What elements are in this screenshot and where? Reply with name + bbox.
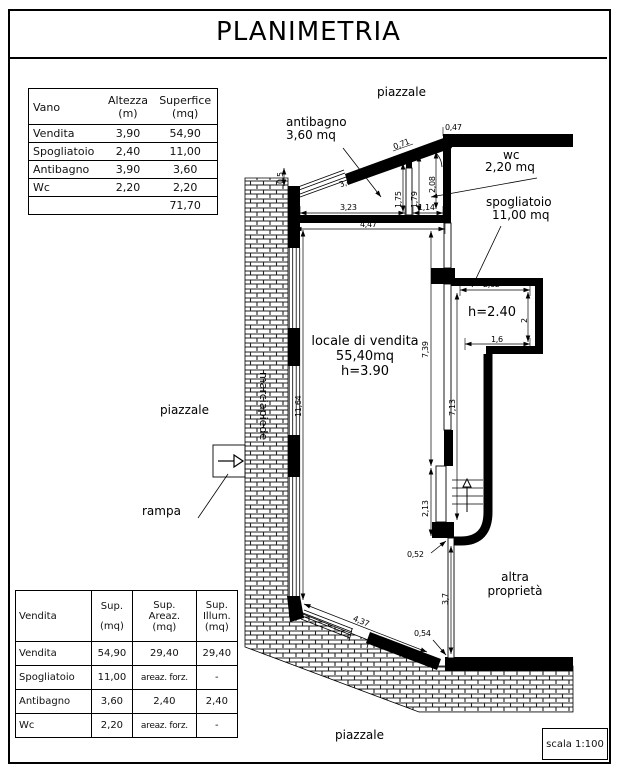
locale-name: locale di vendita <box>311 334 419 349</box>
label-spogliatoio-area: 11,00 mq <box>492 208 550 222</box>
table-header-row <box>16 591 238 642</box>
table-row <box>29 179 218 197</box>
cell: 2,20 <box>91 714 132 738</box>
dim-3-23: 3,23 <box>340 203 357 212</box>
cell: Antibagno <box>29 161 103 179</box>
dim-4-37: 4,37 <box>351 614 371 629</box>
table-total-row <box>29 197 218 215</box>
dim-1-75: 1,75 <box>394 191 403 208</box>
left-wall-windows <box>289 248 300 598</box>
dim-2-62: 2,62 <box>483 280 500 289</box>
cell: Wc <box>16 714 92 738</box>
label-piazzale-left: piazzale <box>160 403 209 417</box>
ventilation-table <box>15 590 238 738</box>
dim-1-79: 1,79 <box>410 191 419 208</box>
cell: - <box>196 666 237 690</box>
locale-area: 55,40mq <box>335 349 395 364</box>
cell: 29,40 <box>196 642 237 666</box>
dim-11-64: 11,64 <box>294 395 303 417</box>
cell: 2,40 <box>133 690 197 714</box>
label-piazzale-bottom: piazzale <box>335 728 384 742</box>
locale-height: h=3.90 <box>340 364 390 379</box>
table-header-row <box>29 89 218 125</box>
label-antibagno-area: 3,60 mq <box>286 128 336 142</box>
table-row <box>16 666 238 690</box>
cell: 2,40 <box>196 690 237 714</box>
dim-7-13: 7,13 <box>448 399 457 416</box>
dim-0-5: 0,5 <box>276 172 285 184</box>
dim-0-47: 0,47 <box>445 123 462 132</box>
ramp-symbol <box>213 445 245 477</box>
label-locale-vendita <box>300 334 430 379</box>
dim-2: 2 <box>520 318 529 323</box>
thin-partitions <box>406 168 454 658</box>
scale-box <box>542 728 608 760</box>
dim-7-39: 7,39 <box>421 341 430 358</box>
dim-3-46: 3,46 <box>338 175 357 190</box>
label-h240: h=2.40 <box>468 305 517 320</box>
dim-2-13: 2,13 <box>421 500 430 517</box>
cell: 54,90 <box>91 642 132 666</box>
header-sup: Sup. (mq) <box>91 591 132 642</box>
cell: Antibagno <box>16 690 92 714</box>
total-cell: 71,70 <box>153 197 217 215</box>
cell: areaz. forz. <box>133 666 197 690</box>
scale-label: scala 1:100 <box>546 738 604 750</box>
cell: 2,20 <box>103 179 154 197</box>
cell: 2,40 <box>103 143 154 161</box>
header-superfice: Superfice (mq) <box>159 94 212 120</box>
label-marciapiede: marciapiede <box>257 372 270 441</box>
cell: 54,90 <box>153 125 217 143</box>
cell: 3,60 <box>153 161 217 179</box>
cell: 2,20 <box>153 179 217 197</box>
cell: Spogliatoio <box>16 666 92 690</box>
cell: Vendita <box>29 125 103 143</box>
dim-4-47: 4,47 <box>360 220 377 229</box>
table-row <box>29 161 218 179</box>
dim-2-08: 2,08 <box>428 176 437 193</box>
table-row <box>16 642 238 666</box>
label-spogliatoio: spogliatoio <box>486 195 552 209</box>
dim-1-6: 1,6 <box>491 335 503 344</box>
header-sup-areaz: Sup. Areaz. (mq) <box>133 591 197 642</box>
room-summary-table <box>28 88 218 215</box>
table-row <box>16 714 238 738</box>
cell: Wc <box>29 179 103 197</box>
cell: areaz. forz. <box>133 714 197 738</box>
header-vano: Vano <box>33 100 61 114</box>
label-rampa: rampa <box>142 504 181 518</box>
cell: 11,00 <box>91 666 132 690</box>
cell: 3,90 <box>103 125 154 143</box>
label-wc: wc <box>503 148 520 162</box>
cell: 3,90 <box>103 161 154 179</box>
dim-0-52: 0,52 <box>407 550 424 559</box>
page-title: PLANIMETRIA <box>216 17 401 47</box>
cell: 11,00 <box>153 143 217 161</box>
label-altra-proprieta <box>470 570 560 598</box>
label-piazzale-top: piazzale <box>377 85 426 99</box>
table-row <box>29 125 218 143</box>
cell <box>103 197 154 215</box>
label-antibagno: antibagno <box>286 115 347 129</box>
altra-line1: altra <box>501 570 529 584</box>
header-vendita: Vendita <box>16 591 92 642</box>
cell: Vendita <box>16 642 92 666</box>
table-row <box>16 690 238 714</box>
header-altezza: Altezza (m) <box>107 94 148 120</box>
altra-line2: proprietà <box>487 584 543 598</box>
cell: Spogliatoio <box>29 143 103 161</box>
cell: 3,60 <box>91 690 132 714</box>
dim-0-54: 0,54 <box>414 629 431 638</box>
dim-3-7: 3,7 <box>441 593 450 605</box>
table-row <box>29 143 218 161</box>
cell: 29,40 <box>133 642 197 666</box>
header-sup-illum: Sup. Illum. (mq) <box>196 591 237 642</box>
label-wc-area: 2,20 mq <box>485 160 535 174</box>
dim-0-71: 0,71 <box>392 137 411 152</box>
cell <box>29 197 103 215</box>
dim-1-14: 1,14 <box>418 203 435 212</box>
cell: - <box>196 714 237 738</box>
